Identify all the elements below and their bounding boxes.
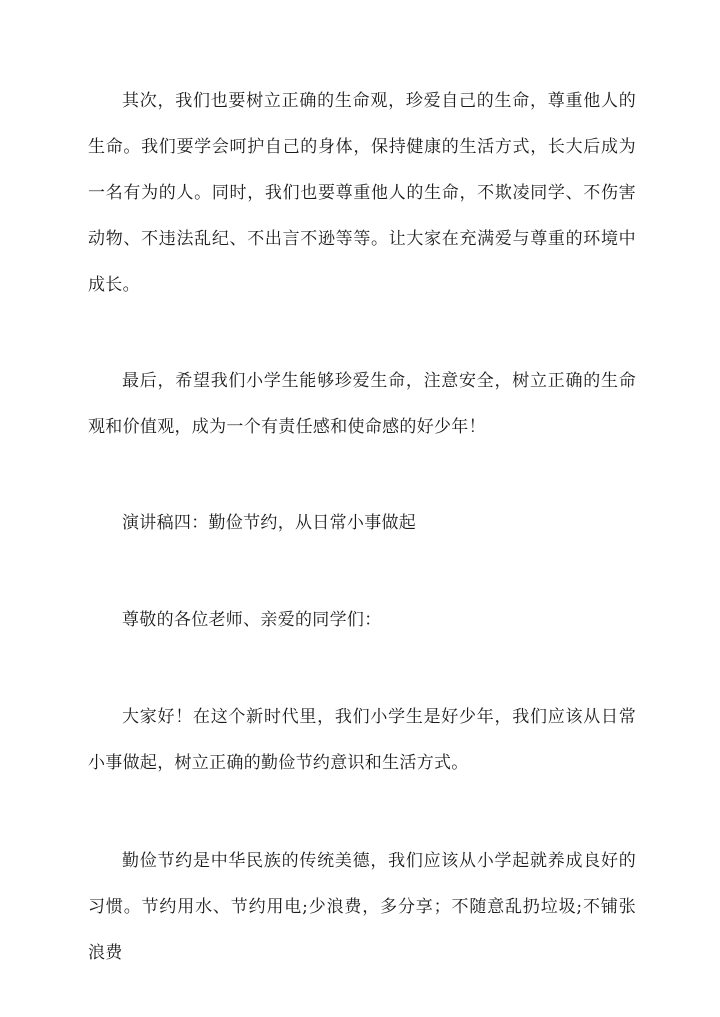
paragraph-respect-life: 其次，我们也要树立正确的生命观，珍爱自己的生命，尊重他人的生命。我们要学会呵护自己的身体，保持健康的生活方式，长大后成为一名有为的人。同时，我们也要尊重他人的生命，不欺凌同学、不伤害动物、不违法乱纪、不出言不逊等等。让大家在充满爱与尊重的环境中成长。 [88, 91, 636, 295]
speech-title: 演讲稿四：勤俭节约，从日常小事做起 [122, 513, 417, 533]
paragraph-greeting: 大家好！在这个新时代里，我们小学生是好少年，我们应该从日常小事做起，树立正确的勤俭节约意识和生活方式。 [88, 707, 636, 773]
paragraph-conclusion: 最后，希望我们小学生能够珍爱生命，注意安全，树立正确的生命观和价值观，成为一个有责任感和使命感的好少年！ [88, 371, 636, 437]
paragraph-frugality: 勤俭节约是中华民族的传统美德，我们应该从小学起就养成良好的习惯。节约用水、节约用电;少浪费，多分享；不随意乱扔垃圾;不铺张浪费 [88, 851, 636, 963]
document-page [88, 78, 636, 976]
salutation: 尊敬的各位老师、亲爱的同学们： [122, 610, 382, 630]
